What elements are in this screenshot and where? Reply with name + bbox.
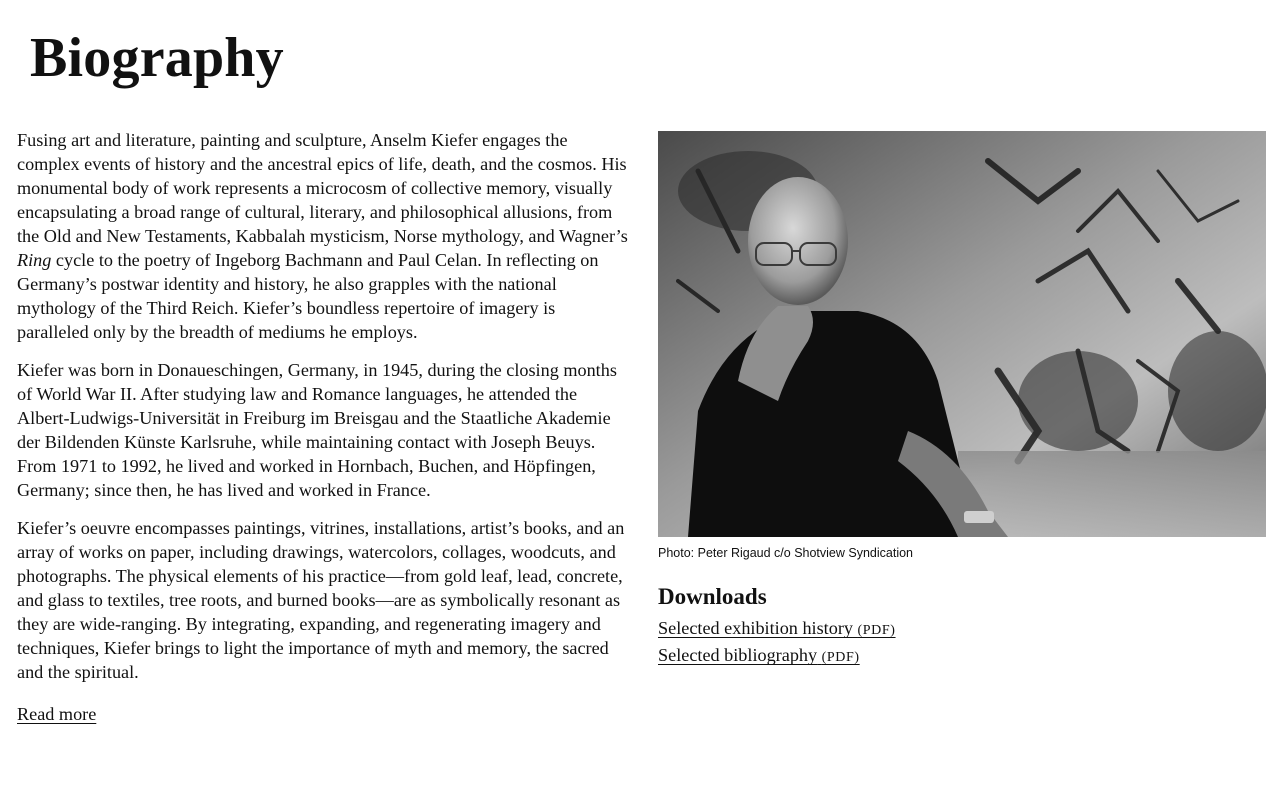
bio-paragraph-1 (17, 128, 629, 344)
read-more-link[interactable]: Read more (17, 704, 97, 724)
page-title: Biography (30, 27, 284, 89)
download-exhibition-history-link[interactable] (658, 616, 1266, 643)
artist-photo-image (658, 131, 1266, 537)
ring-italic: Ring (17, 250, 52, 270)
bio-paragraph-1-start: Fusing art and literature, painting and sculpture, Anselm Kiefer engages the complex events of history and the ancestral epics of life, death, and the cosmos. His monumental body of work represents a microcosm of collective memory, visually encapsulating a broad range of cultural, literary, and philosophical allusions, from the Old and New Testaments, Kabbalah mysticism, Norse mythology, and Wagner’s (17, 130, 628, 246)
photo-column (658, 131, 1266, 670)
bio-paragraph-1-end: cycle to the poetry of Ingeborg Bachmann and Paul Celan. In reflecting on Germany’s postwar identity and history, he also grapples with the national mythology of the Third Reich. Kiefer’s boundless repertoire of imagery is paralleled only by the breadth of mediums he employs. (17, 250, 599, 342)
biography-text (17, 128, 629, 726)
download-label: Selected exhibition history (658, 618, 853, 639)
download-format: (PDF) (857, 623, 896, 639)
downloads-heading: Downloads (658, 584, 767, 609)
bio-paragraph-3: Kiefer’s oeuvre encompasses paintings, vitrines, installations, artist’s books, and an array of works on paper, including drawings, watercolors, collages, woodcuts, and photographs. The physical elements of his practice—from gold leaf, lead, concrete, and glass to textiles, tree roots, and burned books—are as symbolically resonant as they are wide-ranging. By integrating, expanding, and regenerating imagery and techniques, Kiefer brings to light the importance of myth and memory, the sacred and the spiritual. (17, 518, 625, 682)
photo-caption: Photo: Peter Rigaud c/o Shotview Syndication (658, 546, 914, 560)
download-format: (PDF) (821, 650, 860, 666)
artist-photo (658, 131, 1266, 537)
bio-paragraph-2: Kiefer was born in Donaueschingen, Germany, in 1945, during the closing months of World War II. After studying law and Romance languages, he attended the Albert-Ludwigs-Universität in Freiburg im Breisgau and the Staatliche Akademie der Bildenden Künste Karlsruhe, while maintaining contact with Joseph Beuys. From 1971 to 1992, he lived and worked in Hornbach, Buchen, and Höpfingen, Germany; since then, he has lived and worked in France. (17, 360, 617, 500)
download-label: Selected bibliography (658, 645, 818, 666)
download-bibliography-link[interactable] (658, 643, 1266, 670)
